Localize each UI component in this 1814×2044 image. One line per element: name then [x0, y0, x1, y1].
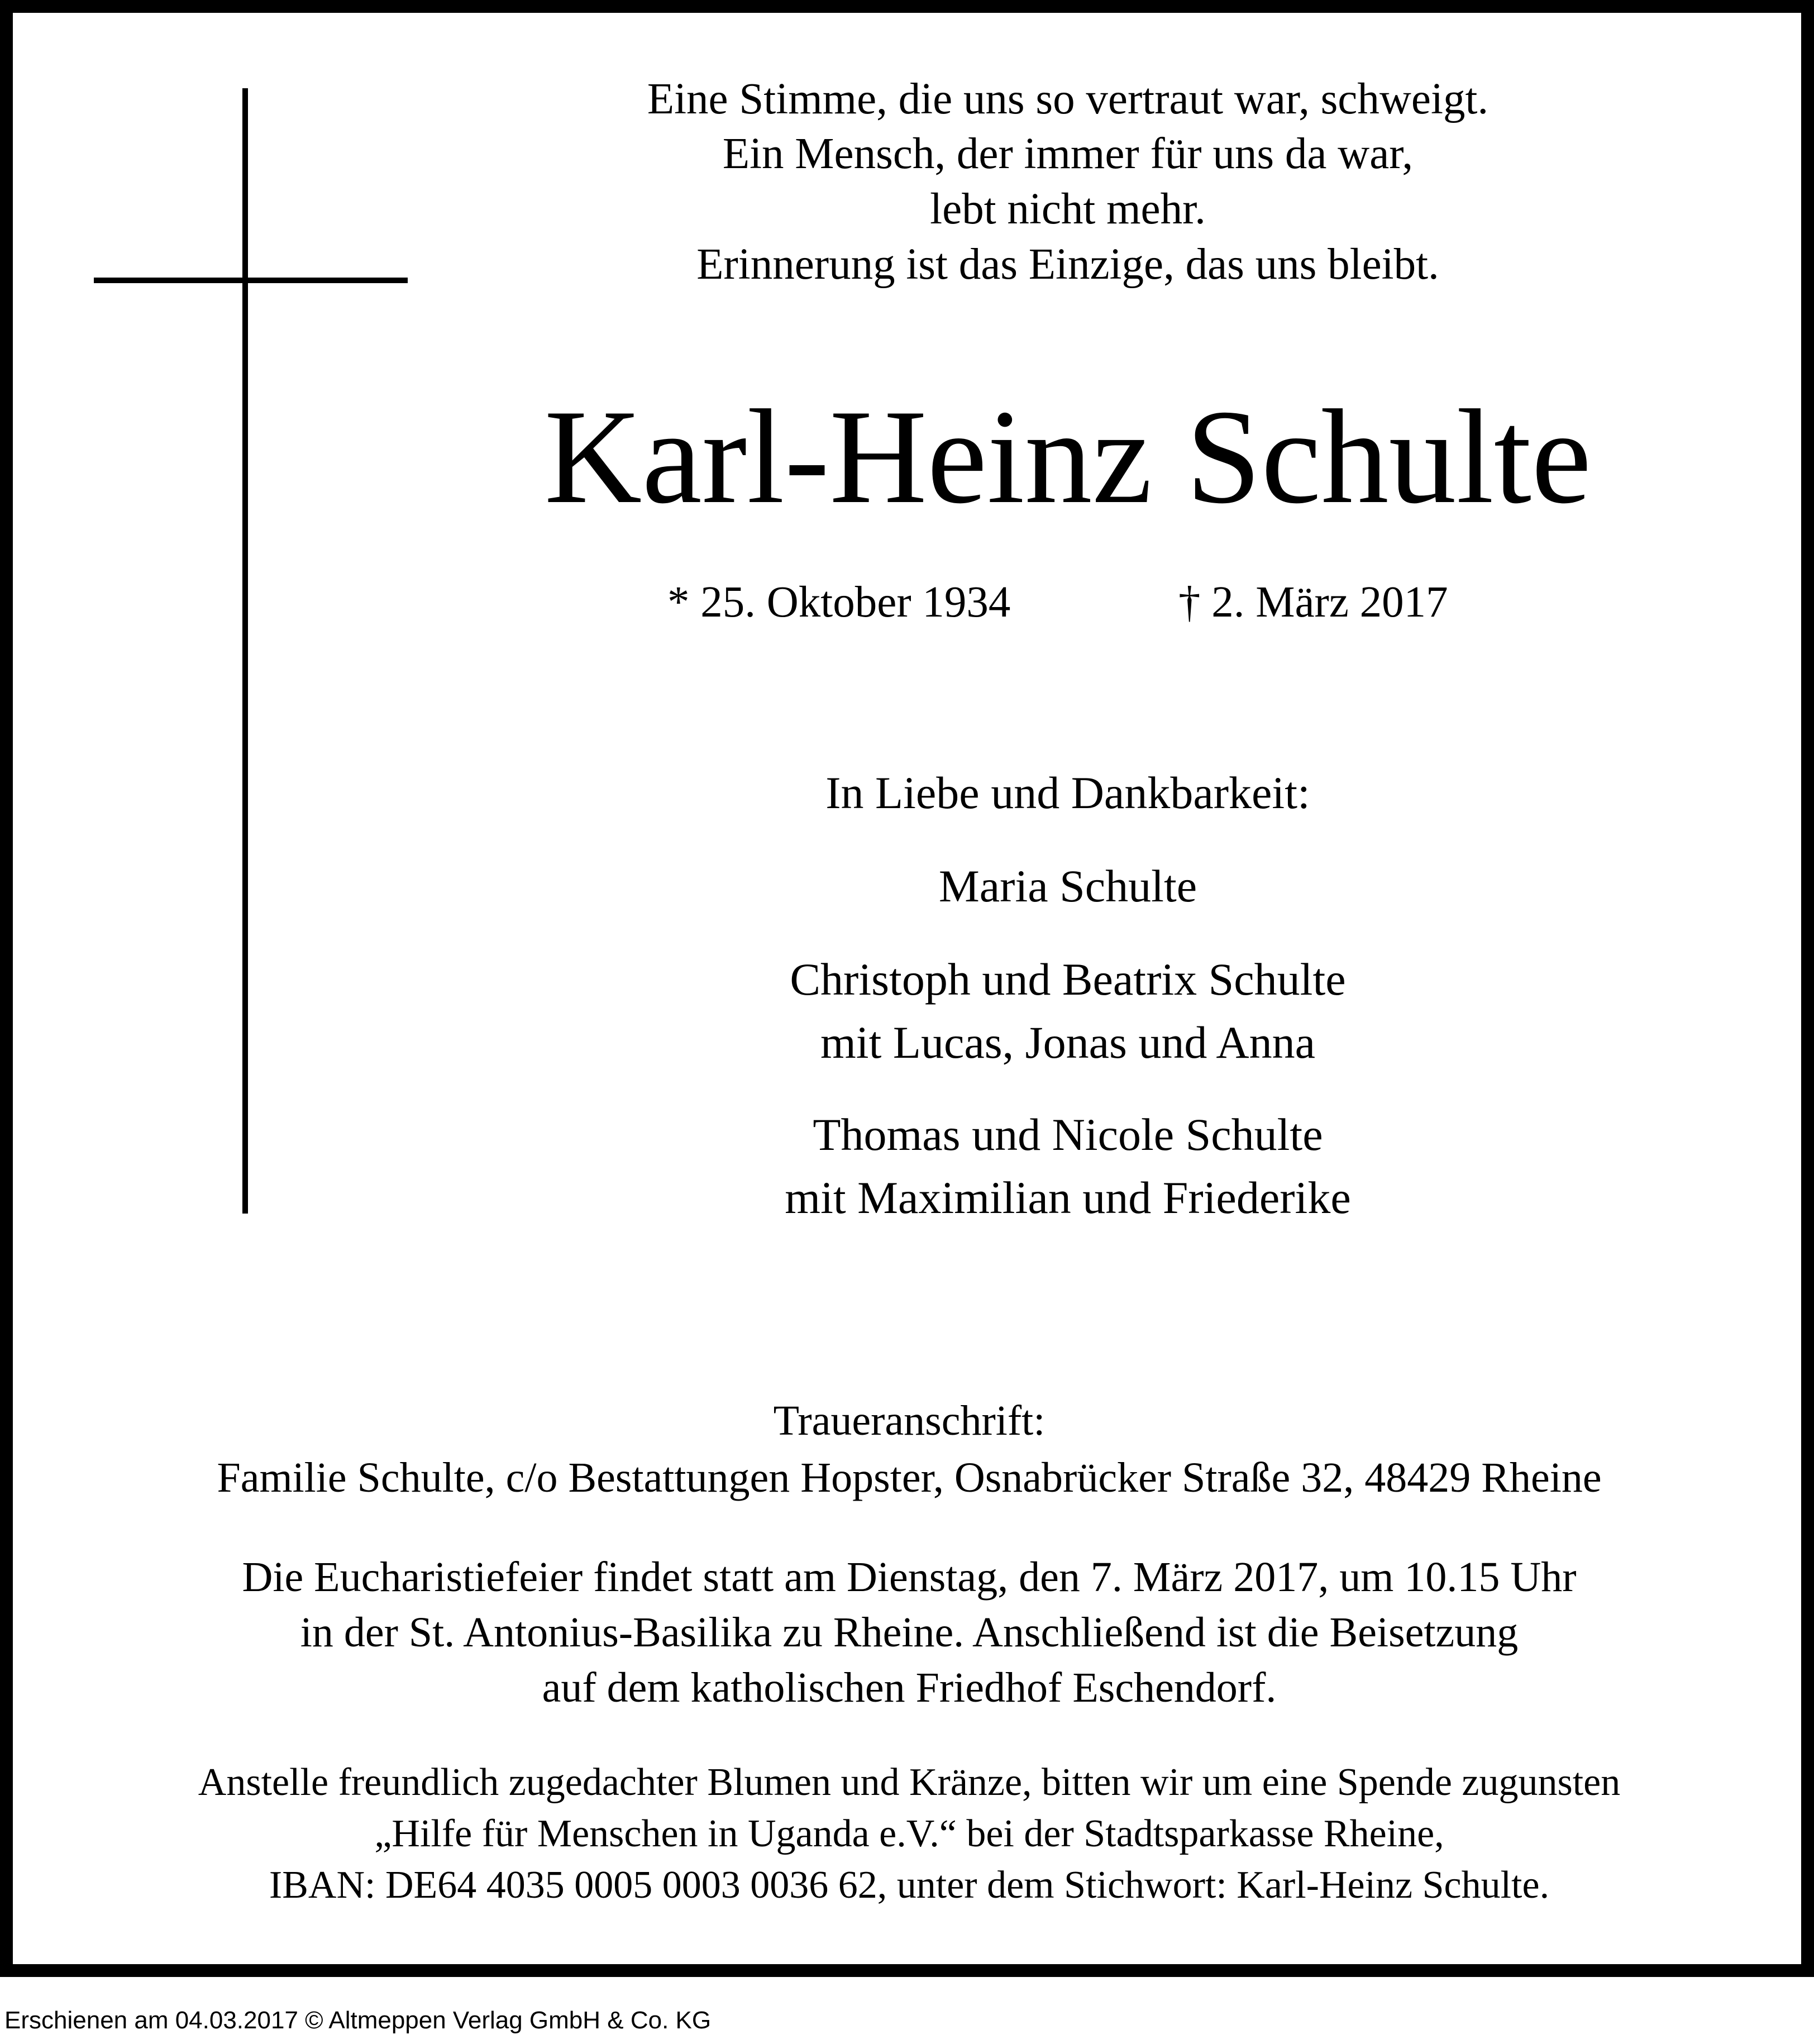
cross-vertical-bar — [242, 88, 248, 1214]
address-line: Familie Schulte, c/o Bestattungen Hopster, Osnabrücker Straße 32, 48429 Rheine — [217, 1454, 1602, 1501]
service-line: Die Eucharistiefeier findet statt am Dienstag, den 7. März 2017, um 10.15 Uhr — [242, 1554, 1577, 1601]
mourner-line: mit Lucas, Jonas und Anna — [820, 1017, 1315, 1068]
publication-footer: Erschienen am 04.03.2017 © Altmeppen Verlag GmbH & Co. KG — [4, 2007, 712, 2034]
donation-line: IBAN: DE64 4035 0005 0003 0036 62, unter dem Stichwort: Karl-Heinz Schulte. — [269, 1864, 1550, 1907]
mourner-line: mit Maximilian und Friederike — [785, 1172, 1351, 1223]
address-heading: Traueranschrift: — [773, 1397, 1046, 1444]
poem-line: Eine Stimme, die uns so vertraut war, schweigt. — [647, 75, 1489, 123]
deceased-name: Karl-Heinz Schulte — [544, 382, 1592, 532]
cross-horizontal-bar — [94, 278, 408, 283]
mourner-line: Maria Schulte — [938, 861, 1197, 911]
mourner-line: Thomas und Nicole Schulte — [813, 1109, 1323, 1160]
mourners-intro: In Liebe und Dankbarkeit: — [825, 767, 1310, 818]
donation-line: Anstelle freundlich zugedachter Blumen und Kränze, bitten wir um eine Spende zugunsten — [198, 1761, 1621, 1804]
donation-line: „Hilfe für Menschen in Uganda e.V.“ bei der Stadtsparkasse Rheine, — [374, 1812, 1444, 1855]
service-line: auf dem katholischen Friedhof Eschendorf. — [542, 1664, 1277, 1711]
poem-line: Erinnerung ist das Einzige, das uns bleibt. — [696, 240, 1439, 289]
death-date: † 2. März 2017 — [1178, 578, 1448, 627]
poem-line: Ein Mensch, der immer für uns da war, — [722, 130, 1414, 178]
birth-date: * 25. Oktober 1934 — [667, 578, 1011, 627]
service-line: in der St. Antonius-Basilika zu Rheine. Anschließend ist die Beisetzung — [300, 1609, 1519, 1656]
mourner-line: Christoph und Beatrix Schulte — [790, 954, 1346, 1005]
poem-line: lebt nicht mehr. — [930, 185, 1206, 233]
